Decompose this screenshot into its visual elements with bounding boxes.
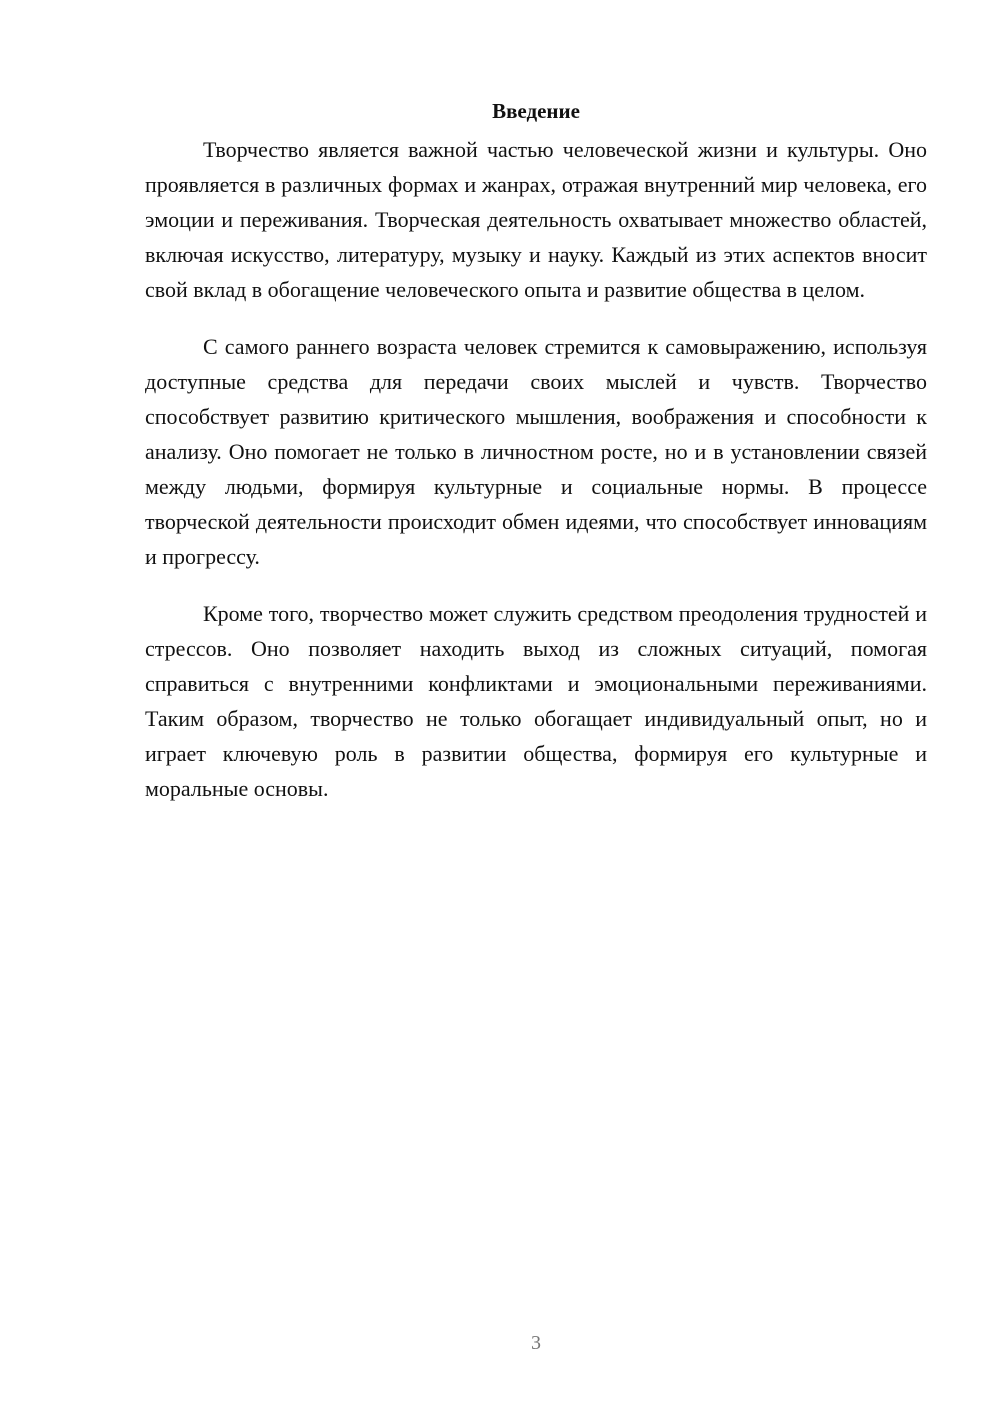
page-number: 3: [531, 1332, 541, 1354]
page-content: [145, 96, 927, 828]
paragraph-3: Кроме того, творчество может служить средством преодоления трудностей и стрессов. Оно позволяет находить выход из сложных ситуаций, помогая справиться с внутренними конфликтами и эмоциональными переживаниями. Таким образом, творчество не только обогащает индивидуальный опыт, но и играет ключевую роль в развитии общества, формируя его культурные и моральные основы.: [145, 601, 927, 801]
section-title: Введение: [492, 99, 580, 123]
paragraph-1: Творчество является важной частью человеческой жизни и культуры. Оно проявляется в различных формах и жанрах, отражая внутренний мир человека, его эмоции и переживания. Творческая деятельность охватывает множество областей, включая искусство, литературу, музыку и науку. Каждый из этих аспектов вносит свой вклад в обогащение человеческого опыта и развитие общества в целом.: [145, 137, 927, 302]
paragraph-2: С самого раннего возраста человек стремится к самовыражению, используя доступные средства для передачи своих мыслей и чувств. Творчество способствует развитию критического мышления, воображения и способности к анализу. Оно помогает не только в личностном росте, но и в установлении связей между людьми, формируя культурные и социальные нормы. В процессе творческой деятельности происходит обмен идеями, что способствует инновациям и прогрессу.: [145, 334, 927, 569]
